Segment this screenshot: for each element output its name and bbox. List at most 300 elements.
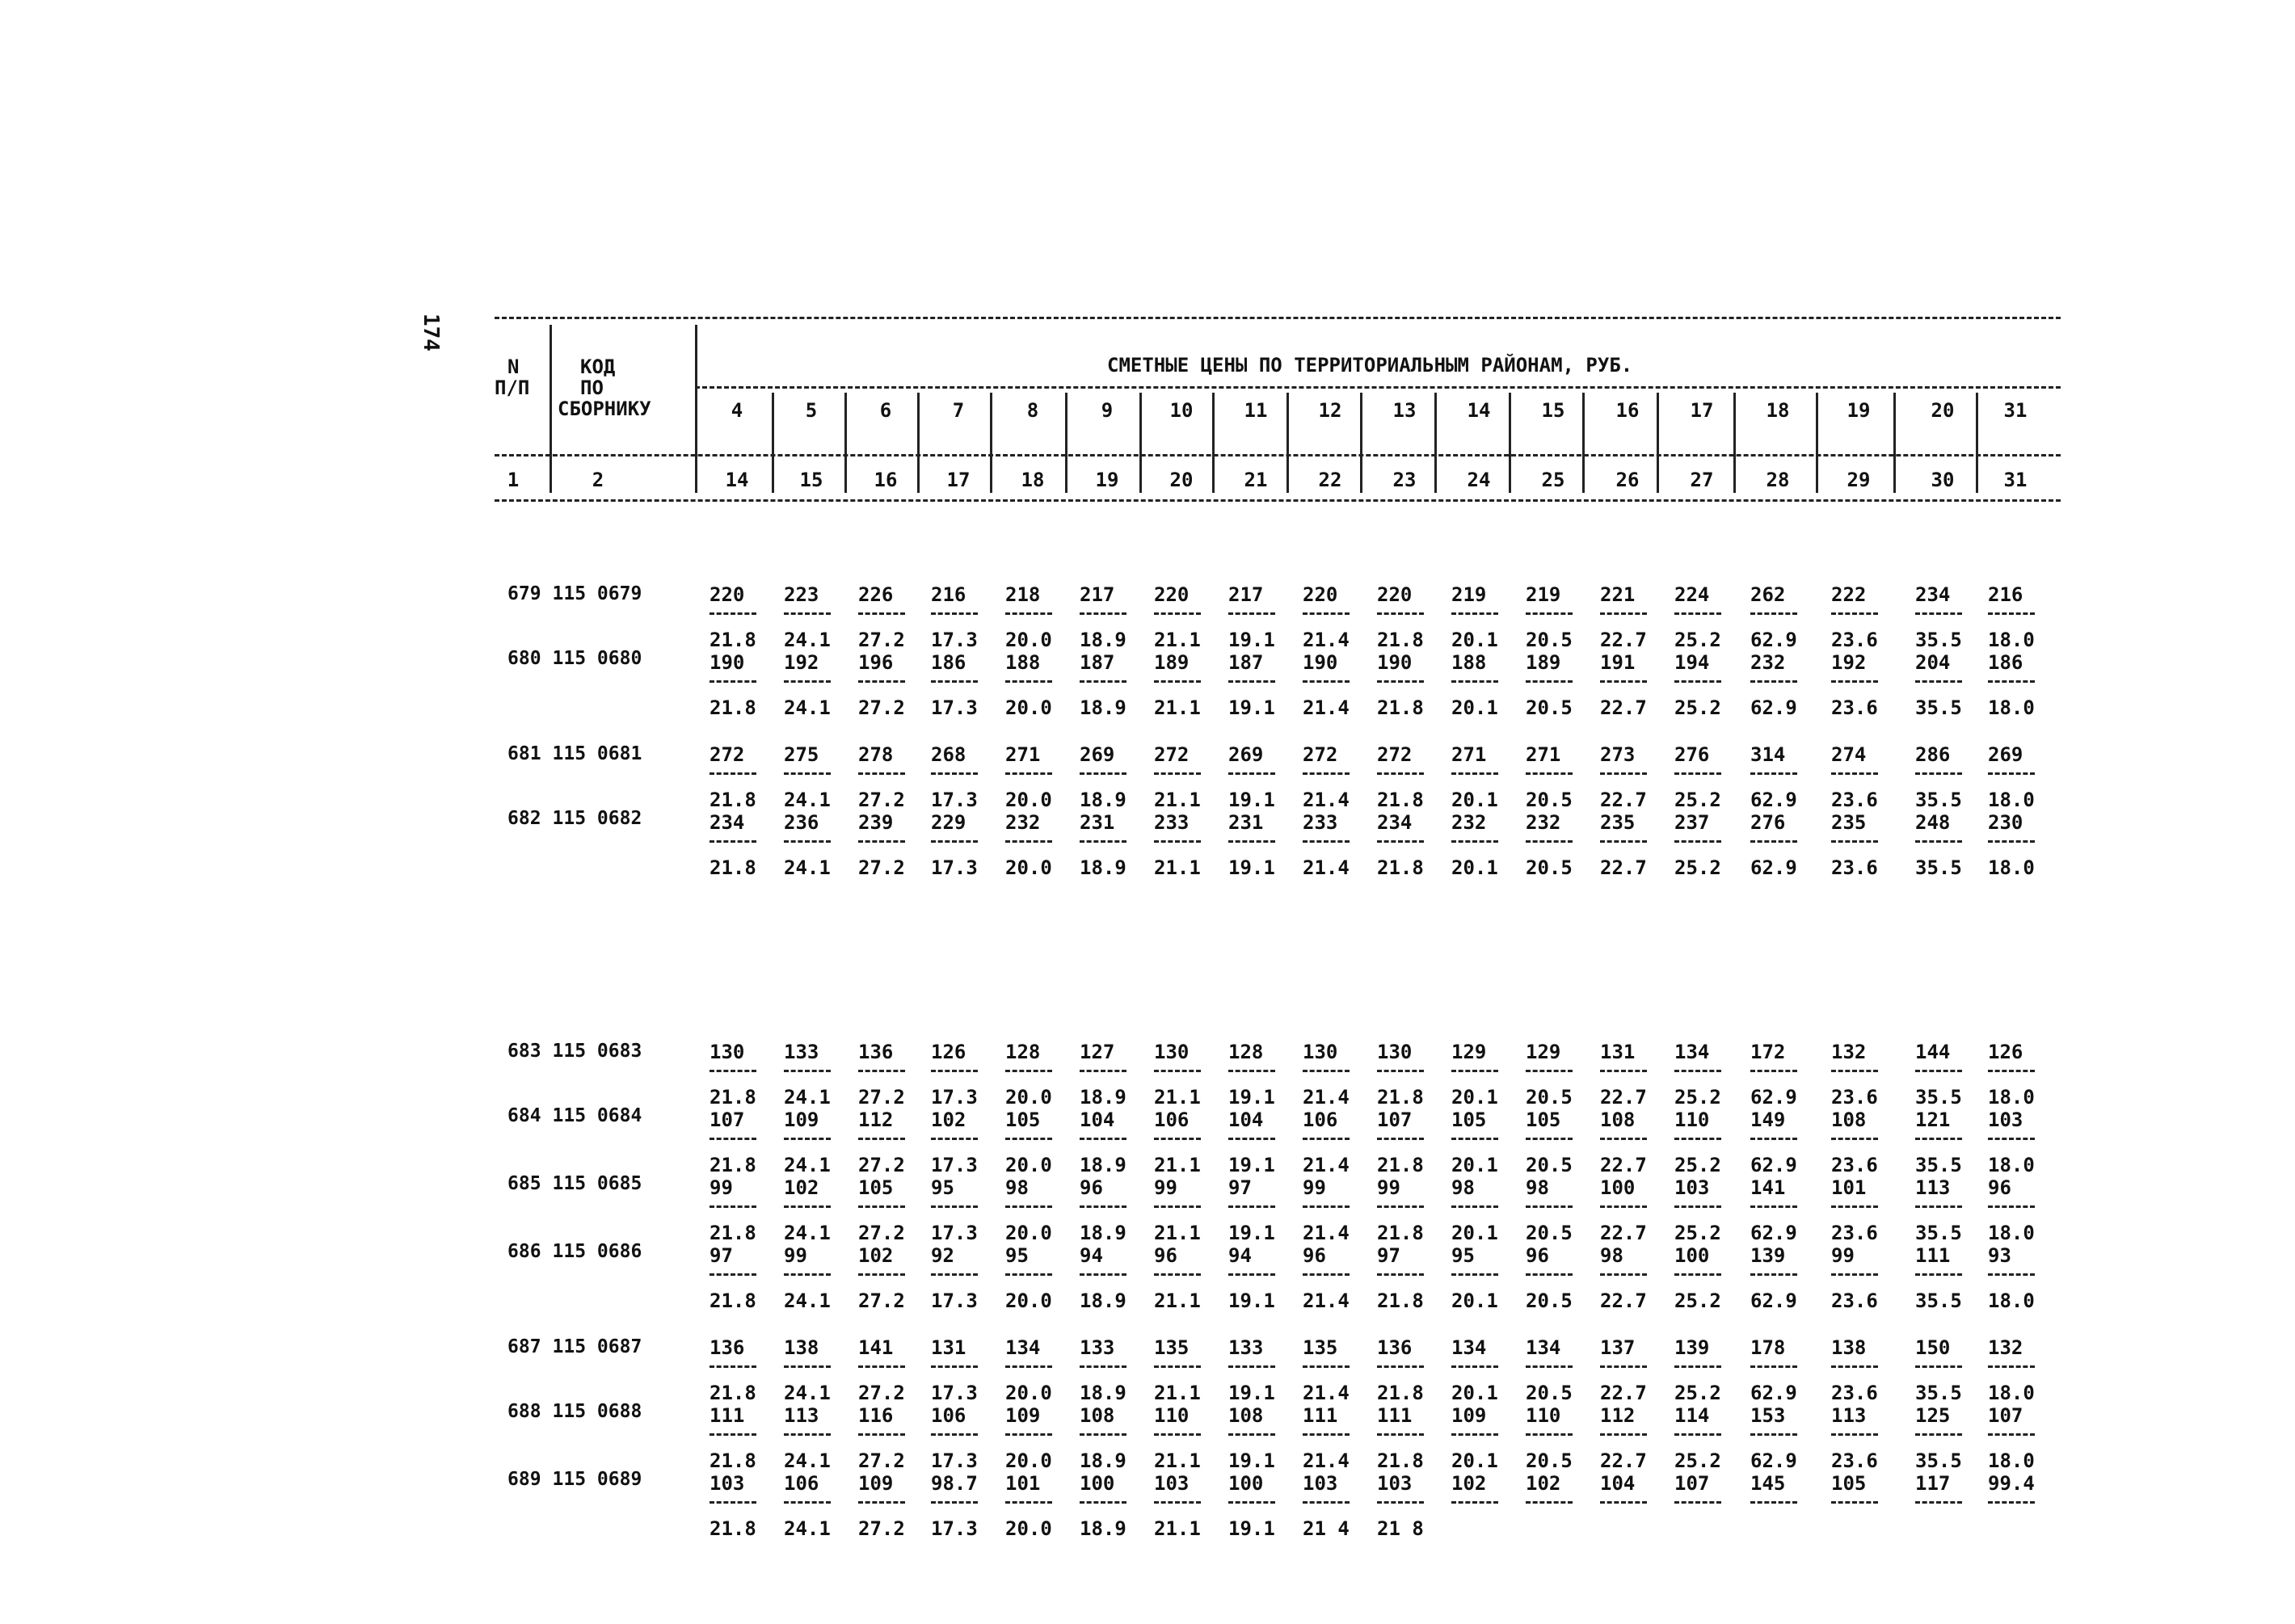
price-value: 102: [784, 1176, 819, 1199]
coefficient-value: 24.1: [784, 856, 831, 879]
fraction-bar: [1600, 840, 1647, 843]
coefficient-value: 21.4: [1303, 1290, 1350, 1312]
fraction-bar: [1303, 1433, 1350, 1436]
coefficient-value: 17.3: [931, 1086, 978, 1109]
price-value: 98: [1600, 1244, 1623, 1267]
fraction-bar: [784, 1433, 831, 1436]
price-value: 234: [710, 811, 745, 834]
price-value: 139: [1750, 1244, 1786, 1267]
coefficient-value: 22.7: [1600, 1449, 1647, 1472]
price-value: 150: [1915, 1336, 1951, 1359]
row-label: [507, 583, 642, 604]
price-value: 191: [1600, 651, 1636, 674]
price-value: 99: [710, 1176, 733, 1199]
coefficient-value: 21.8: [710, 1086, 756, 1109]
fraction-bar: [784, 1501, 831, 1504]
coefficient-value: 62.9: [1750, 1154, 1797, 1176]
coefficient-value: 18.0: [1988, 1382, 2035, 1404]
price-value: 248: [1915, 811, 1951, 834]
district-label: 8: [1026, 399, 1039, 422]
fraction-bar: [1988, 1273, 2035, 1276]
fraction-bar: [1154, 1365, 1201, 1368]
coefficient-value: 21.1: [1154, 856, 1201, 879]
price-value: 109: [1005, 1404, 1041, 1427]
price-value: 271: [1005, 743, 1041, 766]
fraction-bar: [1915, 1138, 1962, 1140]
price-value: 194: [1674, 651, 1710, 674]
fraction-bar: [1915, 772, 1962, 775]
fraction-bar: [1377, 1273, 1424, 1276]
fraction-bar: [1377, 1365, 1424, 1368]
fraction-bar: [1451, 772, 1498, 775]
price-value: 134: [1005, 1336, 1041, 1359]
price-value: 99: [1831, 1244, 1855, 1267]
coefficient-value: 18.9: [1080, 1222, 1126, 1244]
coefficient-value: 21.4: [1303, 1154, 1350, 1176]
price-value: 106: [1303, 1109, 1338, 1131]
price-value: 133: [784, 1041, 819, 1063]
row-number: 682: [507, 808, 541, 829]
fraction-bar: [931, 1205, 978, 1208]
price-value: 220: [1154, 583, 1190, 606]
row-label: [507, 1105, 642, 1126]
price-value: 103: [710, 1472, 745, 1495]
price-value: 97: [1377, 1244, 1400, 1267]
coefficient-value: 27.2: [858, 1449, 905, 1472]
coefficient-value: 35.5: [1915, 1290, 1962, 1312]
price-value: 108: [1831, 1109, 1867, 1131]
col-number: 23: [1392, 469, 1417, 491]
row-label: [507, 1336, 642, 1357]
price-value: 99: [1303, 1176, 1326, 1199]
fraction-bar: [858, 1138, 905, 1140]
fraction-bar: [1674, 772, 1721, 775]
coefficient-value: 20.5: [1526, 1086, 1573, 1109]
fraction-bar: [1080, 680, 1126, 683]
price-value: 218: [1005, 583, 1041, 606]
coefficient-value: 19.1: [1228, 629, 1275, 651]
price-value: 204: [1915, 651, 1951, 674]
coefficient-value: 23.6: [1831, 1086, 1878, 1109]
coefficient-value: 27.2: [858, 1154, 905, 1176]
col-number: 25: [1541, 469, 1565, 491]
district-label: 15: [1541, 399, 1565, 422]
fraction-bar: [1005, 680, 1052, 683]
row-number: 686: [507, 1241, 541, 1262]
fraction-bar: [1750, 1205, 1797, 1208]
coefficient-value: 20.5: [1526, 629, 1573, 651]
fraction-bar: [1600, 1205, 1647, 1208]
coefficient-value: 20.1: [1451, 856, 1498, 879]
fraction-bar: [1228, 840, 1275, 843]
fraction-bar: [931, 1365, 978, 1368]
fraction-bar: [1303, 1205, 1350, 1208]
price-value: 99: [1154, 1176, 1177, 1199]
coefficient-value: 21.8: [710, 1382, 756, 1404]
col-number: 30: [1931, 469, 1955, 491]
price-value: 231: [1080, 811, 1115, 834]
coefficient-value: 27.2: [858, 1086, 905, 1109]
price-value: 234: [1915, 583, 1951, 606]
coefficient-value: 35.5: [1915, 856, 1962, 879]
price-value: 186: [1988, 651, 2023, 674]
fraction-bar: [710, 1433, 756, 1436]
price-value: 100: [1228, 1472, 1264, 1495]
fraction-bar: [1988, 680, 2035, 683]
fraction-bar: [1005, 1433, 1052, 1436]
price-value: 271: [1451, 743, 1487, 766]
fraction-bar: [1526, 772, 1573, 775]
fraction-bar: [1674, 1273, 1721, 1276]
coefficient-value: 20.0: [1005, 856, 1052, 879]
fraction-bar: [1750, 1273, 1797, 1276]
coefficient-value: 27.2: [858, 789, 905, 811]
row-code: 115 0683: [552, 1041, 642, 1062]
coefficient-value: 20.1: [1451, 696, 1498, 719]
price-value: 130: [1154, 1041, 1190, 1063]
coefficient-value: 18.0: [1988, 1449, 2035, 1472]
coefficient-value: 23.6: [1831, 696, 1878, 719]
price-value: 112: [858, 1109, 894, 1131]
price-value: 103: [1674, 1176, 1710, 1199]
fraction-bar: [1831, 772, 1878, 775]
price-value: 188: [1005, 651, 1041, 674]
price-value: 104: [1600, 1472, 1636, 1495]
coefficient-value: 22.7: [1600, 629, 1647, 651]
district-label: 16: [1615, 399, 1640, 422]
fraction-bar: [710, 1070, 756, 1072]
price-value: 116: [858, 1404, 894, 1427]
coefficient-value: 20.5: [1526, 696, 1573, 719]
coefficient-value: 24.1: [784, 1382, 831, 1404]
coefficient-value: 20.5: [1526, 1449, 1573, 1472]
fraction-bar: [858, 1433, 905, 1436]
price-value: 314: [1750, 743, 1786, 766]
coefficient-value: 20.0: [1005, 1382, 1052, 1404]
col-number: 26: [1615, 469, 1640, 491]
fraction-bar: [1228, 1070, 1275, 1072]
row-number: 689: [507, 1469, 541, 1490]
coefficient-value: 20.1: [1451, 1382, 1498, 1404]
fraction-bar: [931, 1070, 978, 1072]
price-value: 97: [710, 1244, 733, 1267]
fraction-bar: [1303, 1501, 1350, 1504]
fraction-bar: [710, 772, 756, 775]
coefficient-value: 17.3: [931, 1382, 978, 1404]
district-label: 4: [731, 399, 743, 422]
price-value: 222: [1831, 583, 1867, 606]
row-label: [507, 1041, 642, 1062]
coefficient-value: 21.4: [1303, 789, 1350, 811]
price-value: 107: [1988, 1404, 2023, 1427]
price-value: 135: [1303, 1336, 1338, 1359]
fraction-bar: [1377, 1070, 1424, 1072]
price-value: 231: [1228, 811, 1264, 834]
price-value: 111: [710, 1404, 745, 1427]
price-value: 187: [1228, 651, 1264, 674]
price-value: 96: [1080, 1176, 1103, 1199]
coefficient-value: 20.0: [1005, 1154, 1052, 1176]
coefficient-value: 22.7: [1600, 1154, 1647, 1176]
coefficient-value: 20.5: [1526, 1154, 1573, 1176]
price-value: 134: [1674, 1041, 1710, 1063]
fraction-bar: [1080, 772, 1126, 775]
price-value: 108: [1228, 1404, 1264, 1427]
price-value: 131: [1600, 1041, 1636, 1063]
price-value: 224: [1674, 583, 1710, 606]
fraction-bar: [1988, 1365, 2035, 1368]
fraction-bar: [1080, 1205, 1126, 1208]
coefficient-value: 17.3: [931, 1517, 978, 1540]
coefficient-value: 21.8: [710, 1154, 756, 1176]
fraction-bar: [1154, 612, 1201, 615]
coefficient-value: 18.9: [1080, 696, 1126, 719]
district-label: 12: [1318, 399, 1342, 422]
price-value: 144: [1915, 1041, 1951, 1063]
coefficient-value: 17.3: [931, 1154, 978, 1176]
fraction-bar: [1750, 1433, 1797, 1436]
coefficient-value: 25.2: [1674, 1449, 1721, 1472]
coefficient-value: 20.0: [1005, 629, 1052, 651]
fraction-bar: [858, 1205, 905, 1208]
coefficient-value: 19.1: [1228, 1222, 1275, 1244]
fraction-bar: [1303, 680, 1350, 683]
price-value: 99: [784, 1244, 807, 1267]
price-value: 236: [784, 811, 819, 834]
fraction-bar: [931, 1273, 978, 1276]
coefficient-value: 25.2: [1674, 1382, 1721, 1404]
fraction-bar: [1526, 612, 1573, 615]
coefficient-value: 23.6: [1831, 856, 1878, 879]
fraction-bar: [1526, 1138, 1573, 1140]
price-value: 141: [858, 1336, 894, 1359]
fraction-bar: [710, 840, 756, 843]
price-value: 233: [1303, 811, 1338, 834]
fraction-bar: [931, 1501, 978, 1504]
price-value: 272: [710, 743, 745, 766]
price-value: 190: [1377, 651, 1413, 674]
fraction-bar: [1005, 1273, 1052, 1276]
fraction-bar: [1600, 1273, 1647, 1276]
coefficient-value: 18.0: [1988, 1222, 2035, 1244]
fraction-bar: [1750, 1501, 1797, 1504]
price-value: 268: [931, 743, 966, 766]
price-value: 100: [1080, 1472, 1115, 1495]
price-value: 275: [784, 743, 819, 766]
coefficient-value: 18.9: [1080, 1290, 1126, 1312]
coefficient-value: 35.5: [1915, 1154, 1962, 1176]
price-value: 220: [1303, 583, 1338, 606]
fraction-bar: [1526, 840, 1573, 843]
fraction-bar: [1988, 840, 2035, 843]
row-label: [507, 743, 642, 764]
coefficient-value: 17.3: [931, 1290, 978, 1312]
coefficient-value: 20.5: [1526, 1382, 1573, 1404]
price-value: 226: [858, 583, 894, 606]
coefficient-value: 20.5: [1526, 789, 1573, 811]
fraction-bar: [1831, 1205, 1878, 1208]
coefficient-value: 21.8: [710, 1290, 756, 1312]
coefficient-value: 21.8: [1377, 1154, 1424, 1176]
row-code: 115 0687: [552, 1336, 642, 1357]
district-label: 13: [1392, 399, 1417, 422]
fraction-bar: [1674, 840, 1721, 843]
price-value: 272: [1303, 743, 1338, 766]
coefficient-value: 25.2: [1674, 1290, 1721, 1312]
district-label: 9: [1101, 399, 1114, 422]
fraction-bar: [1750, 612, 1797, 615]
price-value: 94: [1228, 1244, 1252, 1267]
price-value: 137: [1600, 1336, 1636, 1359]
fraction-bar: [1303, 1273, 1350, 1276]
coefficient-value: 21.8: [1377, 856, 1424, 879]
price-value: 192: [784, 651, 819, 674]
coefficient-value: 21.8: [710, 1517, 756, 1540]
fraction-bar: [1674, 1205, 1721, 1208]
fraction-bar: [1600, 612, 1647, 615]
price-value: 109: [858, 1472, 894, 1495]
fraction-bar: [710, 1501, 756, 1504]
fraction-bar: [1600, 1138, 1647, 1140]
price-value: 96: [1154, 1244, 1177, 1267]
coefficient-value: 21.1: [1154, 629, 1201, 651]
coefficient-value: 27.2: [858, 1517, 905, 1540]
coefficient-value: 21.4: [1303, 856, 1350, 879]
coefficient-value: 21.4: [1303, 1086, 1350, 1109]
fraction-bar: [1988, 1433, 2035, 1436]
fraction-bar: [1080, 1070, 1126, 1072]
coefficient-value: 21.8: [1377, 1222, 1424, 1244]
fraction-bar: [710, 1205, 756, 1208]
fraction-bar: [1988, 1138, 2035, 1140]
coefficient-value: 21.8: [1377, 1086, 1424, 1109]
price-value: 106: [1154, 1109, 1190, 1131]
fraction-bar: [858, 680, 905, 683]
fraction-bar: [1005, 840, 1052, 843]
fraction-bar: [1600, 1433, 1647, 1436]
fraction-bar: [784, 1365, 831, 1368]
price-value: 271: [1526, 743, 1561, 766]
fraction-bar: [1915, 680, 1962, 683]
fraction-bar: [1915, 1365, 1962, 1368]
fraction-bar: [784, 840, 831, 843]
price-value: 235: [1600, 811, 1636, 834]
price-value: 216: [931, 583, 966, 606]
coefficient-value: 20.1: [1451, 1290, 1498, 1312]
coefficient-value: 18.0: [1988, 1086, 2035, 1109]
row-code: 115 0686: [552, 1241, 642, 1262]
coefficient-value: 24.1: [784, 1086, 831, 1109]
coefficient-value: 22.7: [1600, 1086, 1647, 1109]
fraction-bar: [1303, 1070, 1350, 1072]
col-code-label-2: ПО: [580, 377, 604, 399]
col-number: 14: [725, 469, 749, 491]
price-value: 103: [1988, 1109, 2023, 1131]
district-label: 6: [879, 399, 892, 422]
price-value: 220: [1377, 583, 1413, 606]
fraction-bar: [1831, 1138, 1878, 1140]
price-value: 132: [1988, 1336, 2023, 1359]
coefficient-value: 19.1: [1228, 1517, 1275, 1540]
coefficient-value: 25.2: [1674, 1154, 1721, 1176]
fraction-bar: [1080, 1365, 1126, 1368]
fraction-bar: [1526, 1433, 1573, 1436]
coefficient-value: 19.1: [1228, 696, 1275, 719]
price-value: 217: [1080, 583, 1115, 606]
coefficient-value: 21 4: [1303, 1517, 1350, 1540]
col-n-label-2: П/П: [495, 377, 530, 399]
price-value: 216: [1988, 583, 2023, 606]
coefficient-value: 18.0: [1988, 1154, 2035, 1176]
fraction-bar: [1915, 1205, 1962, 1208]
fraction-bar: [784, 772, 831, 775]
price-value: 93: [1988, 1244, 2011, 1267]
price-value: 100: [1600, 1176, 1636, 1199]
coefficient-value: 24.1: [784, 696, 831, 719]
price-value: 102: [1526, 1472, 1561, 1495]
col-number: 15: [799, 469, 823, 491]
row-label: [507, 1241, 642, 1262]
fraction-bar: [1154, 1138, 1201, 1140]
coefficient-value: 21.4: [1303, 1449, 1350, 1472]
coefficient-value: 20.1: [1451, 1154, 1498, 1176]
price-value: 105: [1005, 1109, 1041, 1131]
col-code-label-3: СБОРНИКУ: [558, 398, 651, 420]
district-label: 7: [952, 399, 965, 422]
price-value: 96: [1988, 1176, 2011, 1199]
price-value: 130: [1377, 1041, 1413, 1063]
fraction-bar: [1005, 1365, 1052, 1368]
price-value: 102: [858, 1244, 894, 1267]
price-value: 133: [1228, 1336, 1264, 1359]
price-value: 95: [931, 1176, 954, 1199]
fraction-bar: [931, 840, 978, 843]
price-value: 113: [1915, 1176, 1951, 1199]
coefficient-value: 20.5: [1526, 856, 1573, 879]
fraction-bar: [710, 612, 756, 615]
fraction-bar: [784, 1070, 831, 1072]
coefficient-value: 25.2: [1674, 1222, 1721, 1244]
row-label: [507, 1469, 642, 1490]
price-value: 286: [1915, 743, 1951, 766]
fraction-bar: [1915, 1070, 1962, 1072]
price-value: 98: [1451, 1176, 1475, 1199]
fraction-bar: [858, 1070, 905, 1072]
row-number: 685: [507, 1173, 541, 1194]
coefficient-value: 21.1: [1154, 789, 1201, 811]
row-number: 684: [507, 1105, 541, 1126]
price-value: 135: [1154, 1336, 1190, 1359]
fraction-bar: [1451, 680, 1498, 683]
fraction-bar: [1750, 772, 1797, 775]
col-number: 20: [1169, 469, 1194, 491]
price-value: 239: [858, 811, 894, 834]
coefficient-value: 23.6: [1831, 1290, 1878, 1312]
coefficient-value: 19.1: [1228, 789, 1275, 811]
price-value: 232: [1750, 651, 1786, 674]
price-value: 112: [1600, 1404, 1636, 1427]
price-value: 111: [1377, 1404, 1413, 1427]
price-value: 188: [1451, 651, 1487, 674]
fraction-bar: [1600, 1070, 1647, 1072]
fraction-bar: [710, 1138, 756, 1140]
price-value: 131: [931, 1336, 966, 1359]
fraction-bar: [1377, 1433, 1424, 1436]
price-value: 220: [710, 583, 745, 606]
coefficient-value: 24.1: [784, 1290, 831, 1312]
coefficient-value: 27.2: [858, 856, 905, 879]
price-value: 96: [1303, 1244, 1326, 1267]
